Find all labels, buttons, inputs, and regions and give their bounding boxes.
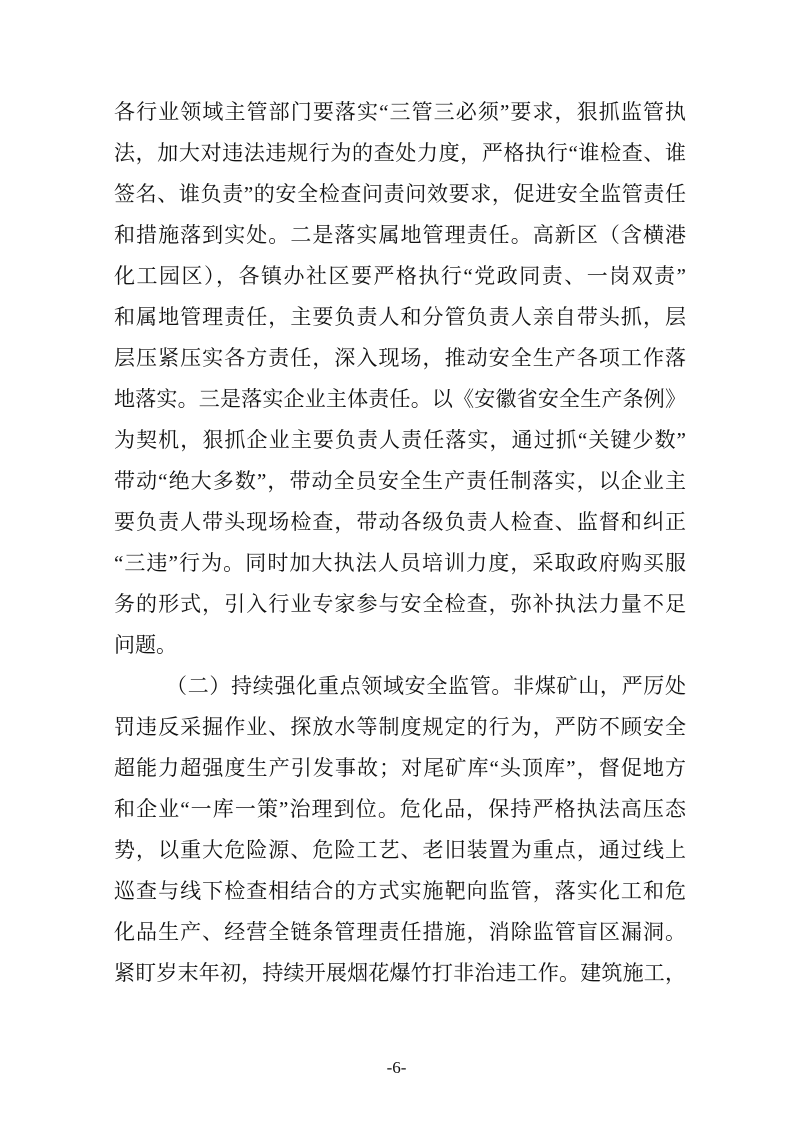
- text-line: 要负责人带头现场检查，带动各级负责人检查、监督和纠正: [114, 510, 686, 534]
- text-line: 各行业领域主管部门要落实“三管三必须”要求，狠抓监管执: [114, 100, 686, 124]
- text-line: 和企业“一库一策”治理到位。危化品，保持严格执法高压态: [114, 797, 686, 821]
- text-line: 化品生产、经营全链条管理责任措施，消除监管盲区漏洞。: [114, 920, 686, 944]
- text-line: 和措施落到实处。二是落实属地管理责任。高新区（含横港: [114, 223, 686, 247]
- text-line: 层压紧压实各方责任，深入现场，推动安全生产各项工作落: [114, 346, 686, 370]
- text-line: 问题。: [114, 633, 177, 657]
- text-line: 势，以重大危险源、危险工艺、老旧装置为重点，通过线上: [114, 838, 686, 862]
- page-number: -6-: [386, 1058, 407, 1077]
- text-line: 法，加大对违法违规行为的查处力度，严格执行“谁检查、谁: [114, 141, 686, 165]
- document-body: [114, 92, 686, 994]
- text-line: （二）持续强化重点领域安全监管。非煤矿山，严厉处: [166, 674, 686, 698]
- text-line: 化工园区），各镇办社区要严格执行“党政同责、一岗双责”: [114, 264, 686, 288]
- text-line: 超能力超强度生产引发事故；对尾矿库“头顶库”，督促地方: [114, 756, 686, 780]
- text-line: 罚违反采掘作业、探放水等制度规定的行为，严防不顾安全: [114, 715, 686, 739]
- text-line: 带动“绝大多数”，带动全员安全生产责任制落实，以企业主: [114, 469, 686, 493]
- text-line: “三违”行为。同时加大执法人员培训力度，采取政府购买服: [114, 551, 686, 575]
- text-line: 紧盯岁末年初，持续开展烟花爆竹打非治违工作。建筑施工，: [114, 961, 686, 985]
- text-line: 为契机，狠抓企业主要负责人责任落实，通过抓“关键少数”: [114, 428, 686, 452]
- text-line: 和属地管理责任，主要负责人和分管负责人亲自带头抓，层: [114, 305, 686, 329]
- text-line: 巡查与线下检查相结合的方式实施靶向监管，落实化工和危: [114, 879, 686, 903]
- text-line: 地落实。三是落实企业主体责任。以《安徽省安全生产条例》: [114, 387, 686, 411]
- text-line: 签名、谁负责”的安全检查问责问效要求，促进安全监管责任: [114, 182, 686, 206]
- text-line: 务的形式，引入行业专家参与安全检查，弥补执法力量不足: [114, 592, 686, 616]
